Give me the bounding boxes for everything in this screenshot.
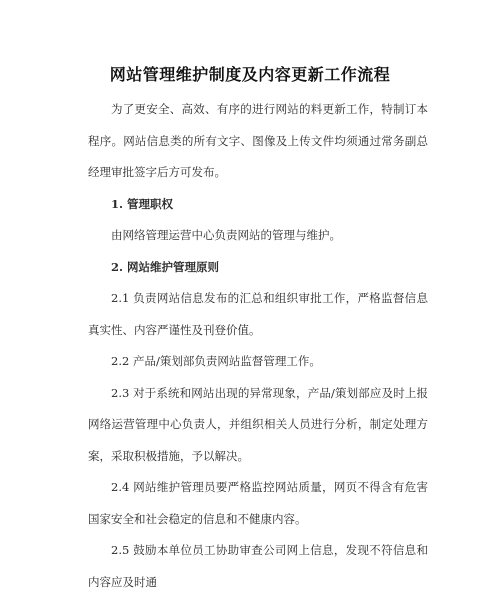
paragraph-intro: 为了更安全、高效、有序的进行网站的料更新工作，特制订本程序。网站信息类的所有文字、图像及上传文件均须通过常务副总经理审批签字后方可发布。 xyxy=(88,102,428,179)
heading-maintenance-principles: 2. 网站维护管理原则 xyxy=(111,259,220,274)
paragraph-2-4: 2.4 网站维护管理员要严格监控网站质量，网页不得含有危害国家安全和社会稳定的信息和不健康内容。 xyxy=(88,480,428,526)
paragraph-2-5: 2.5 鼓励本单位员工协助审查公司网上信息，发现不符信息和内容应及时通 xyxy=(88,543,428,589)
paragraph-2-1: 2.1 负责网站信息发布的汇总和组织审批工作，严格监督信息真实性、内容严谨性及刊登价值。 xyxy=(88,291,428,337)
paragraph-2-3: 2.3 对于系统和网站出现的异常现象，产品/策划部应及时上报网络运营管理中心负责人，并组织相关人员进行分析，制定处理方案，采取积极措施，予以解决。 xyxy=(88,385,428,463)
document-body xyxy=(88,94,428,598)
paragraph-management-authority: 由网络管理运营中心负责网站的管理与维护。 xyxy=(111,228,341,242)
document-title: 网站管理维护制度及内容更新工作流程 xyxy=(109,65,391,84)
paragraph-2-2: 2.2 产品/策划部负责网站监督管理工作。 xyxy=(111,354,321,368)
heading-management-authority: 1. 管理职权 xyxy=(111,196,174,211)
